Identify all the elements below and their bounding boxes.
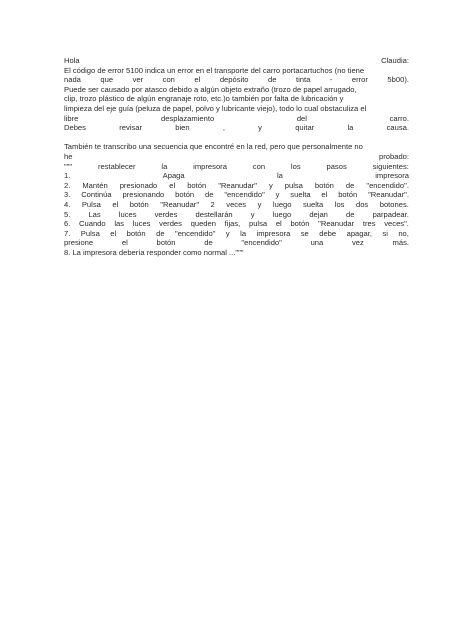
text-line — [64, 123, 409, 133]
word: Cuando — [79, 219, 106, 229]
word: bien — [175, 123, 190, 133]
paragraph-reset-procedure — [64, 142, 409, 257]
word: "Reanudar" — [160, 199, 200, 209]
word: impresora — [375, 171, 409, 181]
word: nada — [64, 75, 81, 85]
word: no, — [398, 228, 409, 238]
text-line — [64, 238, 409, 248]
word: Hola — [64, 56, 80, 65]
word: la — [240, 228, 247, 238]
word: el — [121, 238, 128, 248]
word: la — [161, 161, 168, 171]
word: impresora — [256, 228, 291, 238]
word: presionando — [122, 190, 165, 200]
word: presionado — [119, 180, 158, 190]
word: la — [347, 123, 354, 133]
text-line — [64, 219, 409, 229]
text-line: El código de error 5100 indica un error en el transporte del carro portacartuchos (no tiene — [64, 65, 365, 75]
word: dejan — [309, 209, 328, 219]
word: de — [204, 238, 213, 248]
word: 6. — [64, 219, 71, 229]
word: 2 — [210, 199, 215, 209]
word: y — [275, 190, 280, 200]
word: 3. — [64, 190, 71, 200]
word: parpadear. — [372, 209, 409, 219]
text-line: clip, trozo plástico de algún engranaje roto, etc.)o también por falta de lubricación y — [64, 94, 344, 104]
word: y — [225, 228, 230, 238]
word: ver — [132, 75, 144, 85]
word: carro. — [389, 113, 409, 123]
word: Mantén — [82, 180, 108, 190]
word: el — [112, 199, 119, 209]
word: "Reanudar" — [218, 180, 257, 190]
word: botones. — [379, 199, 409, 209]
word: 7. — [64, 228, 71, 238]
word: luego — [272, 199, 292, 209]
word: 2. — [64, 180, 71, 190]
text-line: Puede ser causado por atasco debido a algún objeto extraño (trozo de papel arrugado, — [64, 84, 357, 94]
word: verdes — [154, 209, 178, 219]
word: verdes — [159, 219, 182, 229]
word: luces — [118, 209, 137, 219]
word: 4. — [64, 199, 71, 209]
paragraph-diagnosis — [64, 56, 409, 133]
word: botón — [187, 180, 207, 190]
word: debe — [319, 228, 337, 238]
word: botón — [338, 190, 358, 200]
word: que — [100, 75, 114, 85]
word: luego — [272, 209, 292, 219]
word: restablecer — [97, 161, 136, 171]
word: suelta — [290, 190, 311, 200]
word: quitar — [295, 123, 315, 133]
word: botón — [175, 190, 195, 200]
word: y — [250, 209, 255, 219]
word: "encendido" — [224, 190, 265, 200]
word: el — [275, 219, 282, 229]
word: botón — [126, 228, 146, 238]
word: probado: — [379, 151, 409, 161]
text-line — [64, 56, 409, 66]
word: veces". — [384, 219, 409, 229]
word: depósito — [219, 75, 249, 85]
word: de — [346, 209, 355, 219]
text-line: 8. La impresora debería responder como normal ...""" — [64, 247, 244, 257]
word: "encendido" — [241, 238, 282, 248]
word: de — [156, 228, 165, 238]
word: Pulsa — [81, 199, 101, 209]
word: presione — [64, 238, 94, 248]
word: destellarán — [195, 209, 233, 219]
word: de — [268, 75, 277, 85]
text-line — [64, 210, 409, 220]
word: botón — [156, 238, 176, 248]
word: revisar — [119, 123, 142, 133]
word: el — [194, 75, 201, 85]
word: - — [329, 75, 333, 85]
word: fijas, — [224, 219, 241, 229]
word: Continúa — [81, 190, 112, 200]
word: apagar, — [346, 228, 372, 238]
word: una — [310, 238, 324, 248]
word: si — [382, 228, 388, 238]
word: queden — [190, 219, 216, 229]
word: pulsa — [284, 180, 303, 190]
paragraph-gap — [64, 133, 409, 143]
word: los — [290, 161, 301, 171]
word: libre — [64, 113, 79, 123]
word: los — [334, 199, 345, 209]
word: "Reanudar". — [368, 190, 409, 200]
text-line — [64, 229, 409, 239]
word: tres — [362, 219, 376, 229]
word: desplazamiento — [160, 113, 215, 123]
word: 1. — [64, 171, 71, 181]
word: "encendido" — [175, 228, 216, 238]
word: causa. — [386, 123, 409, 133]
word: con — [162, 75, 175, 85]
word: """ — [64, 161, 73, 171]
word: del — [296, 113, 307, 123]
word: botón — [129, 199, 149, 209]
word: Apaga — [162, 171, 185, 181]
word: siguientes: — [372, 161, 409, 171]
word: Debes — [64, 123, 86, 133]
text-line: limpieza del eje guía (peluza de papel, polvo y lubricante viejo), todo lo cual obstaculiza el — [64, 103, 367, 113]
text-line — [64, 114, 409, 124]
text-line — [64, 190, 409, 200]
word: Las — [88, 209, 101, 219]
word: dos — [355, 199, 369, 209]
word: de — [205, 190, 214, 200]
word: vez — [351, 238, 364, 248]
word: luces — [132, 219, 151, 229]
word: botón — [314, 180, 334, 190]
word: error — [351, 75, 368, 85]
text-line — [64, 171, 409, 181]
word: "Reanudar — [318, 219, 355, 229]
text-line — [64, 181, 409, 191]
word: se — [300, 228, 309, 238]
word: veces — [226, 199, 247, 209]
text-line: También te transcribo una secuencia que encontré en la red, pero que personalmente no — [64, 142, 363, 152]
word: impresora — [193, 161, 227, 171]
text-line — [64, 152, 409, 162]
word: "encendido". — [366, 180, 409, 190]
word: 5b00). — [387, 75, 409, 85]
document-body — [64, 56, 409, 257]
word: la — [276, 171, 283, 181]
word: el — [110, 228, 117, 238]
word: he — [64, 151, 73, 161]
word: y — [258, 123, 262, 133]
word: , — [222, 123, 225, 133]
word: Claudia: — [381, 56, 409, 65]
word: botón — [290, 219, 310, 229]
word: tinta — [295, 75, 311, 85]
word: las — [114, 219, 125, 229]
word: suelta — [303, 199, 324, 209]
word: y — [257, 199, 262, 209]
word: Pulsa — [80, 228, 100, 238]
word: más. — [392, 238, 409, 248]
word: de — [345, 180, 355, 190]
word: y — [268, 180, 273, 190]
word: el — [321, 190, 328, 200]
word: 5. — [64, 209, 71, 219]
text-line — [64, 200, 409, 210]
text-line — [64, 162, 409, 172]
word: pulsa — [248, 219, 268, 229]
word: pasos — [326, 161, 347, 171]
text-line — [64, 75, 409, 85]
word: el — [169, 180, 176, 190]
word: con — [252, 161, 266, 171]
